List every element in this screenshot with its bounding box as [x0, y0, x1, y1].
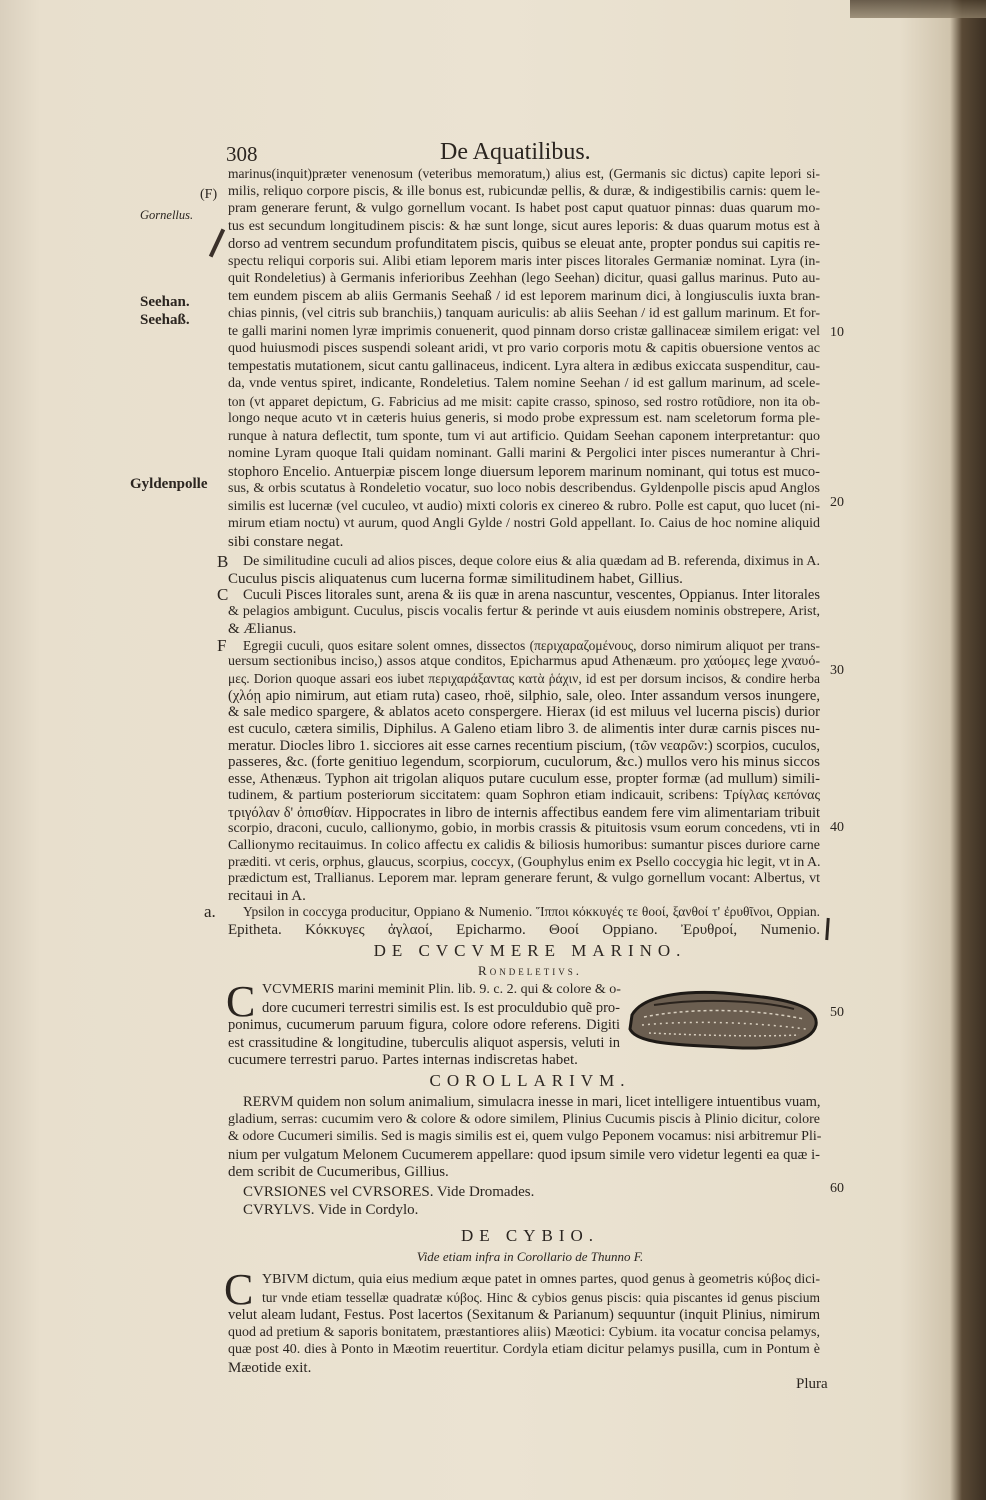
text-line: dem scribit de Cucumeribus, Gillius.	[228, 1164, 449, 1180]
text-line: esse, Athenæus. Typhon ait trigolan aliquos putare cuculum esse, propter formæ (ad mullum) simili-	[228, 771, 820, 788]
text-line: quit Rondeletius) à Germanis inferioribus Zeehhan (lego Seehan) dicitur, quasi gallus marinus. Puto au-	[228, 271, 820, 286]
text-line: YBIVM dictum, quia eius medium æque patet in omnes partes, quod genus à geometris κύβος dici-	[262, 1272, 820, 1287]
text-line: dorso ad ventrem secundum profunditatem piscis, quibus se eleuat ante, propter pondus sui capitis re-	[228, 236, 820, 252]
paragraph-marker: C	[217, 585, 229, 605]
text-line: similis est lucernæ (vel cuculeo, vt audio) mixti coloris ex cinereo & rubro. Polle est caput, quo lucet (ni-	[228, 498, 820, 514]
paragraph-marker: a.	[204, 902, 216, 921]
text-line: Ypsilon in coccyga producitur, Oppiano & Numenio. Ἵπποι κόκκυγές τε θοοί, ξανθοί τ' ἐρυθῖνοι, Oppian.	[243, 904, 820, 919]
margin-note-gyldenpolle: Gyldenpolle	[130, 476, 208, 492]
text-line: præditi. vt ceris, orphus, glaucus, scorpius, coccyx, (Gouphylus enim ex Psello coccygia hic legit, vt in A.	[228, 854, 821, 870]
text-line: Cuculus piscis aliquatenus cum lucerna formæ similitudinem habet, Gillius.	[228, 570, 683, 587]
section-heading-cybio: DE CYBIO.	[460, 1226, 600, 1245]
text-line: & sale medico spargere, & ablatos aceto conspergere. Hierax (id est miluus vel lucerna piscis) durior	[228, 704, 820, 721]
text-line: milis, reliquo corpore piscis, & ille bonus est, rubicundæ pellis, & duræ, & indigestibilis carnis: quem le-	[228, 183, 820, 199]
ink-mark	[825, 918, 830, 940]
book-edge	[850, 0, 986, 18]
author-rondeletius: Rondeletivs.	[478, 963, 582, 978]
text-line: uersum sectionibus inciso,) assos atque conditos, Epicharmus apud Athenæum. pro χαύομες lege χναυό-	[228, 654, 820, 670]
text-line: recitaui in A.	[228, 888, 306, 904]
text-line: quod ad pretium & saporis bonitatem, præstantiores aliis) Mæotici: Cybium. ita vocatur concisa pelamys,	[228, 1324, 820, 1340]
line-number: 20	[830, 495, 844, 510]
text-line: ton (vt apparet depictum, G. Fabricius ad me misit: capite crasso, spinoso, sed rostro rotũdiore, non ita ob-	[228, 393, 820, 409]
text-line: & pelagios ambigunt. Cuculus, piscis vocalis fertur & perinde vt auis eiusdem nominis obstrepere, Arist,	[228, 604, 820, 620]
text-line: Cuculi Pisces litorales sunt, arena & iis quæ in arena nascuntur, vescentes, Oppianus. Inter litorales	[243, 587, 820, 604]
text-line: prædictum est, Trallianus. Leporem mar. lepram generare ferunt, & vulgo gornellum vocant: Albertus, vt	[228, 871, 820, 887]
line-number: 10	[830, 325, 844, 340]
text-line: spectu reliqui corporis sui. Alibi etiam leporem maris inter pisces litorales Germaniæ nominat. Lyra (in-	[228, 253, 820, 269]
text-line: te galli marini nomen lyræ imprimis conuenerit, quod pinnam dorso cristæ gallinaceæ similem erigat: vel	[228, 323, 820, 339]
line-number: 60	[830, 1181, 844, 1196]
text-line: (χλόῃ apio nimirum, aut etiam ruta) caseo, rhoë, silphio, sale, oleo. Inter assandum versos inungere,	[228, 687, 820, 704]
margin-note-gornellus: Gornellus.	[140, 208, 194, 222]
text-line: scorpio, draconi, cuculo, callionymo, gobio, in morbis crassis & pituitosis vsum eorum concedens, vti in	[228, 821, 820, 837]
text-line: da, vnde ventus spiret, indicante, Rondeletius. Talem nomine Seehan / id est gallum marinum, ad scele-	[228, 376, 820, 391]
text-line: & Ælianus.	[228, 620, 297, 637]
text-line: CVRYLVS. Vide in Cordylo.	[243, 1202, 419, 1218]
text-line: runque à natura deflectit, tum sponte, tum vi aut artificio. Quidam Seehan caponem interpretantur: quo	[228, 428, 820, 444]
paragraph-marker: B	[217, 552, 229, 571]
margin-note-f: (F)	[200, 187, 218, 202]
text-line: est cuculo, cætera similis, Diphilus. A Galeno etiam libro 3. de alimentis inter duræ carnis pisces nu-	[228, 721, 820, 737]
text-line: Epitheta. Κόκκυγες ἀγλαοί, Epicharmo. Θοοί Oppiano. Ἐρυθροί, Numenio.	[228, 921, 820, 938]
section-heading-cucumere: DE CVCVMERE MARINO.	[373, 941, 687, 960]
text-line: τριγόλαν δ' ὀπισθίαν. Hippocrates in libro de internis affectibus eandem fere vim alimentariam tribuit	[228, 804, 820, 821]
text-line: mirum etiam noctu) vt aurum, quod Angli Gylde / nostri Gold appellant. Io. Caius de hoc nomine aliquid	[228, 516, 820, 531]
text-line: meratur. Diocles libro 1. sicciores ait esse carnes recentium piscium, (τῶν νεαρῶν:) scorpios, cuculos,	[228, 737, 820, 754]
margin-note-seehass: Seehaß.	[140, 312, 190, 328]
line-number: 50	[830, 1005, 844, 1020]
text-line: gladium, serras: cucumim vero & colore & odore similem, Plinius Cucumis piscis à Plinio dicitur, colore	[228, 1111, 820, 1127]
text-line: est crassitudine & longitudine, tuberculis aliquot aspersis, veluti in	[228, 1034, 620, 1051]
text-line: De similitudine cuculi ad alios pisces, deque colore eius & alia quædam ad B. referenda, diximus in A.	[243, 554, 820, 569]
running-head: De Aquatilibus.	[440, 139, 591, 165]
cross-reference: Vide etiam infra in Corollario de Thunno F.	[416, 1249, 644, 1264]
text-line: tempestatis mutationem, sicut cantu gallinaceus, indicent. Lyra altera in ædibus exiccata suspenditur, cau-	[228, 358, 820, 374]
text-line: Callionymo recitauimus. In colico affectu ex calidis & biliosis humoribus: sumantur pisces duriore carne	[228, 837, 820, 853]
text-line: CVRSIONES vel CVRSORES. Vide Dromades.	[243, 1184, 535, 1200]
sea-cucumber-illustration	[624, 985, 824, 1055]
ink-mark	[209, 229, 225, 258]
text-line: RERVM quidem non solum animalium, simulacra inesse in mari, licet intelligere intuentibus vuam,	[243, 1094, 821, 1110]
text-line: μες. Dorion quoque assari eos iubet περιχαράξαντας κατὰ ῥάχιν, id est per dorsum incisos, & condire herba	[228, 670, 820, 686]
catchword: Plura	[796, 1376, 828, 1392]
text-line: marinus(inquit)præter venenosum (veteribus memoratum,) alius est, (Germanis sic dictus) capite lepori si-	[228, 166, 820, 181]
text-line: VCVMERIS marini meminit Plin. lib. 9. c. 2. qui & colore & o-	[262, 982, 621, 997]
text-line: pram generare ferunt, & vulgo gornellum vocant. Is habet post caput quatuor pinnas: duas quarum mo-	[228, 201, 820, 216]
drop-cap: C	[226, 977, 256, 1026]
text-line: nium per vulgatum Melonem Cucumerem appellare: quod ipsum simile vero videtur legenti ea quæ i-	[228, 1146, 820, 1163]
text-line: dore cucumeri terrestri similis est. Is est proculdubio quẽ pro-	[262, 999, 620, 1016]
drop-cap: C	[224, 1265, 254, 1314]
text-line: sus, & orbis scutatus à Rondeletio vocatur, suo loco nobis describendus. Gyldenpolle piscis apud Anglos	[228, 481, 820, 496]
text-line: cucumere terrestri paruo. Partes internas indiscretas habet.	[228, 1052, 578, 1068]
text-line: passeres, &c. (forte genitiuo legendum, scorpiorum, cuculorum, &c.) mullos vero his minus siccos	[228, 754, 820, 771]
text-line: quod huiusmodi pisces suspendi soleant aridi, vt pro vario corporis motu & capitis obuersione ventos ac	[228, 341, 820, 356]
text-line: Mæotide exit.	[228, 1359, 312, 1376]
line-number: 30	[830, 663, 844, 678]
section-heading-corollarium: COROLLARIVM.	[429, 1071, 631, 1090]
page-number: 308	[226, 142, 258, 166]
margin-note-seehan: Seehan.	[140, 294, 190, 310]
text-line: tem eundem piscem ab aliis Germanis Seehaß / id est leporem marinum dici, à longiusculis iuxta bran-	[228, 288, 820, 304]
paragraph-marker: F	[217, 635, 227, 655]
text-line: nomine Lyram quoque Itali quidam nominant. Galli marini & Pergolici inter pisces numerantur à Chri-	[228, 446, 820, 461]
text-line: tudinem, & partium posteriorum siccitatem: quam Sophron etiam indicauit, scribens: Τρίγλας κεπόνας	[228, 787, 820, 803]
text-line: chias pinnis, (vel citris sub branchiis,) tanquam auriculis: ab aliis Seehan / id est gallum marinum. Et for-	[228, 306, 820, 321]
text-line: velut aleam ludant, Festus. Post lacertos (Sexitanum & Parianum) sequuntur (inquit Plinius, nimirum	[228, 1307, 820, 1323]
line-number: 40	[830, 820, 844, 835]
text-line: stophoro Encelio. Antuerpiæ piscem longe diuersum leporem marinum nominant, qui totus est muco-	[228, 463, 820, 480]
text-line: longo neque acuto vt in cæteris huius generis, si modo probe expressum est. nam sceletorum forma ple-	[228, 411, 820, 426]
text-line: tus est secundum longitudinem piscis: & hæ sunt longe, sicut aures leporis: & duas quarum motus est à	[228, 218, 820, 234]
text-line: sibi constare negat.	[228, 533, 344, 550]
text-line: quæ post 40. dies à Ponto in Mæotim reuertitur. Cordyla etiam dicitur pelamys pusilla, cum in Pontum è	[228, 1342, 820, 1357]
text-line: tur vnde etiam tessellæ quadratæ κύβος. Hinc & cybios genus piscis: quia piscantes id genus piscium	[262, 1289, 820, 1305]
text-line: & odore Cucumeri similis. Sed is magis similis est ei, quem vulgo Peponem vocamus: nisi arbitremur Pli-	[228, 1129, 822, 1144]
text-line: ponimus, cucumerum paruum figura, colore odore referens. Digiti	[228, 1017, 620, 1033]
text-line: Egregii cuculi, quos esitare solent omnes, dissectos (περιχαραζομένους, dorso nimirum aliquot per trans-	[243, 637, 820, 653]
